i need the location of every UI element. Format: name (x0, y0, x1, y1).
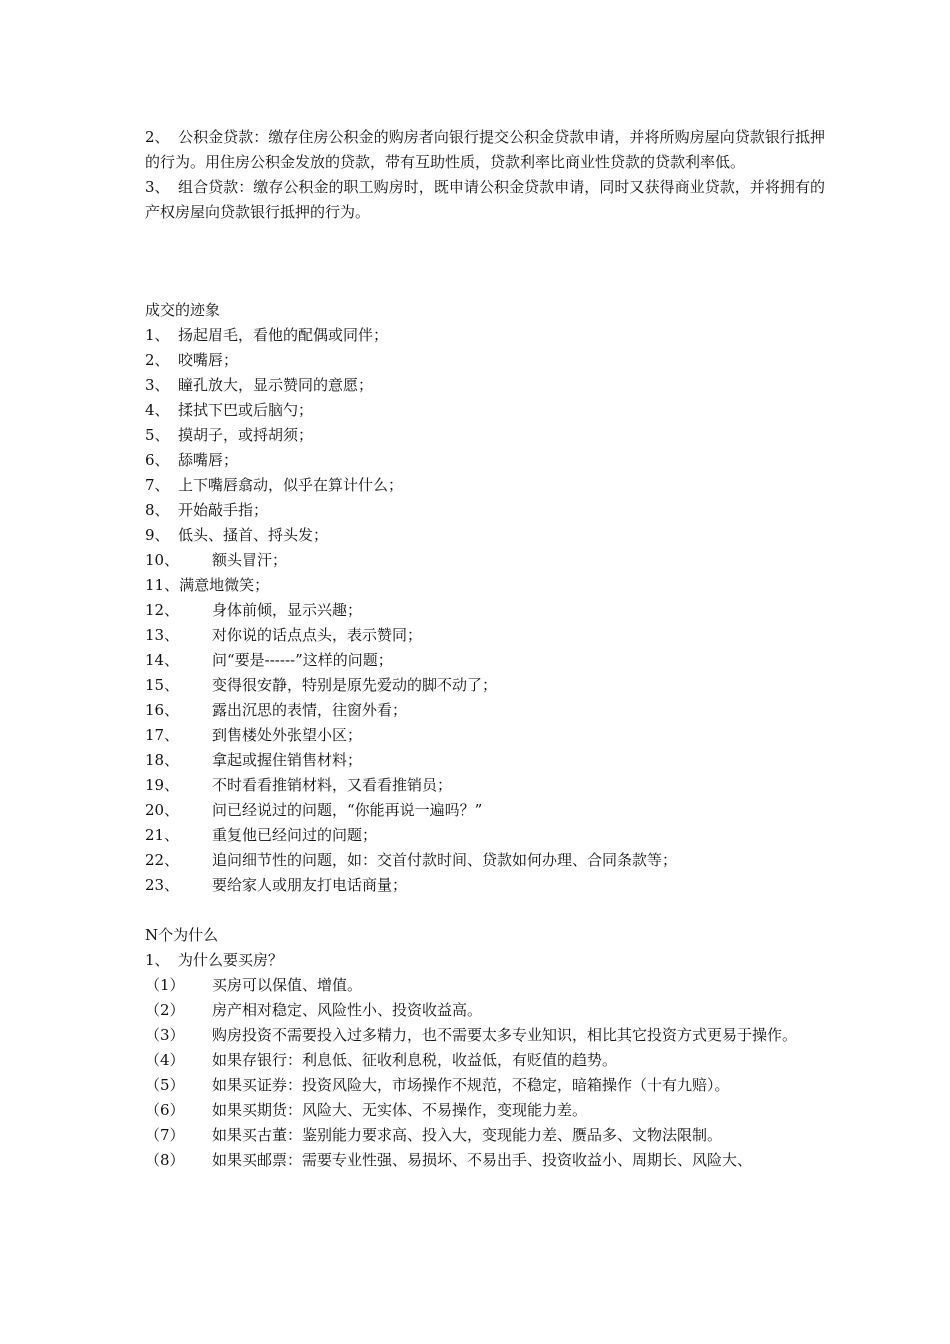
list-number: 21、 (145, 826, 180, 844)
list-number: 16、 (145, 701, 180, 719)
list-text: 舔嘴唇； (178, 451, 239, 469)
document-body (145, 125, 825, 1173)
list-number: 3、 (145, 178, 170, 196)
list-text: 露出沉思的表情，往窗外看； (212, 701, 408, 719)
list-item (145, 448, 825, 473)
list-number: 20、 (145, 801, 180, 819)
list-number: （8） (145, 1151, 185, 1169)
list-item (145, 623, 825, 648)
list-item (145, 398, 825, 423)
list-number: 12、 (145, 601, 180, 619)
list-number: 15、 (145, 676, 180, 694)
list-item (145, 873, 825, 898)
list-item (145, 573, 825, 598)
list-text: 瞳孔放大，显示赞同的意愿； (178, 376, 374, 394)
list-item (145, 498, 825, 523)
list-text: 咬嘴唇； (178, 351, 239, 369)
list-number: 2、 (145, 351, 170, 369)
list-number: （3） (145, 1026, 185, 1044)
list (145, 323, 825, 898)
list-number: 11、 (145, 576, 180, 594)
list-text: 满意地微笑； (179, 576, 270, 594)
list-item (145, 973, 825, 998)
list-item (145, 748, 825, 773)
list-number: 19、 (145, 776, 180, 794)
list-number: （6） (145, 1101, 185, 1119)
list-item (145, 1073, 825, 1098)
list-item (145, 998, 825, 1023)
spacer (145, 225, 825, 298)
list-item (145, 848, 825, 873)
list-number: 2、 (145, 128, 170, 146)
list-text: 买房可以保值、增值。 (212, 976, 363, 994)
list-number: 23、 (145, 876, 180, 894)
list-text: 问“要是------”这样的问题； (212, 651, 393, 669)
list-item (145, 823, 825, 848)
list-text: 不时看看推销材料，又看看推销员； (212, 776, 453, 794)
list-number: 5、 (145, 426, 170, 444)
list-item (145, 1023, 825, 1048)
list-text: 如果买古董：鉴别能力要求高、投入大，变现能力差、赝品多、文物法限制。 (212, 1126, 723, 1144)
section-title: 成交的迹象 (145, 301, 221, 319)
list-text: 如果买证券：投资风险大，市场操作不规范，不稳定，暗箱操作（十有九赔）。 (212, 1076, 730, 1094)
list-item (145, 1123, 825, 1148)
paragraph-text: 组合贷款：缴存公积金的职工购房时，既申请公积金贷款申请，同时又获得商业贷款，并将拥有的产权房屋向贷款银行抵押的行为。 (145, 178, 825, 221)
list-item (145, 323, 825, 348)
list-number: （7） (145, 1126, 185, 1144)
list-item (145, 548, 825, 573)
list-text: 追问细节性的问题，如：交首付款时间、贷款如何办理、合同条款等； (212, 851, 678, 869)
list-number: 9、 (145, 526, 170, 544)
list-text: 变得很安静，特别是原先爱动的脚不动了； (212, 676, 498, 694)
list-number: 1、 (145, 951, 170, 969)
list-item (145, 598, 825, 623)
list-text: 如果买邮票：需要专业性强、易损坏、不易出手、投资收益小、周期长、风险大、 (212, 1151, 753, 1169)
list-text: 房产相对稳定、风险性小、投资收益高。 (212, 1001, 483, 1019)
list-text: 揉拭下巴或后脑勺； (178, 401, 314, 419)
list-item (145, 423, 825, 448)
list-item (145, 698, 825, 723)
list-text: 购房投资不需要投入过多精力，也不需要太多专业知识，相比其它投资方式更易于操作。 (212, 1026, 798, 1044)
question-text: 为什么要买房？ (178, 951, 284, 969)
loan-type-paragraph (145, 125, 825, 175)
list-text: 要给家人或朋友打电话商量； (212, 876, 408, 894)
list-number: （1） (145, 976, 185, 994)
list-item (145, 773, 825, 798)
list-number: 1、 (145, 326, 170, 344)
list-number: 22、 (145, 851, 180, 869)
question-item (145, 948, 825, 973)
list-text: 身体前倾，显示兴趣； (212, 601, 363, 619)
list-text: 重复他已经问过的问题； (212, 826, 378, 844)
list-item (145, 1048, 825, 1073)
list-item (145, 473, 825, 498)
list-text: 如果买期货：风险大、无实体、不易操作，变现能力差。 (212, 1101, 588, 1119)
list-number: 6、 (145, 451, 170, 469)
list-item (145, 673, 825, 698)
list-number: （5） (145, 1076, 185, 1094)
spacer (145, 898, 825, 923)
paragraph-text: 公积金贷款：缴存住房公积金的购房者向银行提交公积金贷款申请，并将所购房屋向贷款银行抵押的行为。用住房公积金发放的贷款，带有互助性质，贷款利率比商业性贷款的贷款利率低。 (145, 128, 825, 171)
list-number: 3、 (145, 376, 170, 394)
list-text: 问已经说过的问题，“你能再说一遍吗？” (212, 801, 483, 819)
list-number: （4） (145, 1051, 185, 1069)
list-number: （2） (145, 1001, 185, 1019)
list-number: 14、 (145, 651, 180, 669)
answer-list (145, 973, 825, 1173)
list-text: 如果存银行：利息低、征收利息税，收益低，有贬值的趋势。 (212, 1051, 618, 1069)
list-text: 上下嘴唇翕动，似乎在算计什么； (178, 476, 404, 494)
section-title: N个为什么 (145, 926, 219, 944)
list-item (145, 373, 825, 398)
list-item (145, 1148, 825, 1173)
list-item (145, 523, 825, 548)
list-item (145, 348, 825, 373)
list-number: 4、 (145, 401, 170, 419)
list-number: 17、 (145, 726, 180, 744)
list-text: 到售楼处外张望小区； (212, 726, 363, 744)
list-number: 7、 (145, 476, 170, 494)
list-text: 开始敲手指； (178, 501, 269, 519)
list-text: 对你说的话点点头，表示赞同； (212, 626, 423, 644)
list-text: 低头、搔首、捋头发； (178, 526, 329, 544)
list-number: 8、 (145, 501, 170, 519)
list-text: 摸胡子，或捋胡须； (178, 426, 314, 444)
list-item (145, 1098, 825, 1123)
list-number: 18、 (145, 751, 180, 769)
list-number: 10、 (145, 551, 180, 569)
list-number: 13、 (145, 626, 180, 644)
list-text: 额头冒汗； (212, 551, 288, 569)
loan-type-paragraph (145, 175, 825, 225)
list-item (145, 723, 825, 748)
list-item (145, 798, 825, 823)
list-text: 拿起或握住销售材料； (212, 751, 363, 769)
list-item (145, 648, 825, 673)
list-text: 扬起眉毛，看他的配偶或同伴； (178, 326, 389, 344)
